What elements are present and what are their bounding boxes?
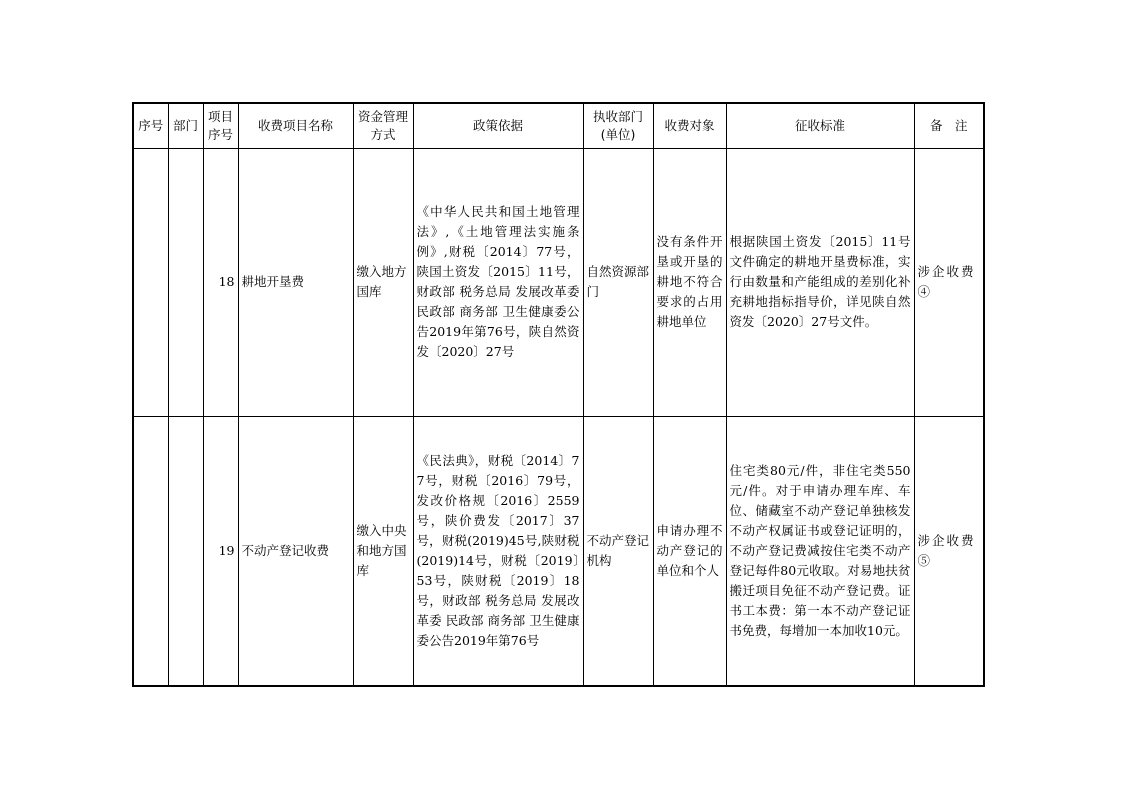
- header-remark: 备 注: [914, 103, 984, 148]
- cell-standard: 根据陕国土资发〔2015〕11号文件确定的耕地开垦费标准，实行由数量和产能组成的差别化补充耕地指标指导价，详见陕自然资发〔2020〕27号文件。: [726, 148, 914, 416]
- cell-target: 申请办理不动产登记的单位和个人: [653, 416, 726, 686]
- table-row: [133, 148, 984, 416]
- cell-collector: 自然资源部门: [583, 148, 653, 416]
- header-standard: 征收标准: [726, 103, 914, 148]
- header-seq: 序号: [133, 103, 168, 148]
- cell-dept: [168, 148, 203, 416]
- header-fund-mgmt: 资金管理方式: [353, 103, 413, 148]
- cell-target: 没有条件开垦或开垦的耕地不符合要求的占用耕地单位: [653, 148, 726, 416]
- cell-dept: [168, 416, 203, 686]
- cell-policy: 《民法典》，财税〔2014〕77号，财税〔2016〕79号，发改价格规〔2016〕2559号，陕价费发〔2017〕37号，财税(2019)45号,陕财税(2019)14号，财税〔2019〕53号，陕财税〔2019〕18号，财政部 税务总局 发展改革委 民政部 商务部 卫生健康委公告2019年第76号: [413, 416, 583, 686]
- cell-name: 不动产登记收费: [238, 416, 353, 686]
- header-collector: 执收部门(单位): [583, 103, 653, 148]
- table-header-row: [133, 103, 984, 148]
- fee-table: [132, 102, 985, 687]
- table-row: [133, 416, 984, 686]
- header-item-no: 项目序号: [203, 103, 238, 148]
- cell-collector: 不动产登记机构: [583, 416, 653, 686]
- cell-seq: [133, 148, 168, 416]
- header-target: 收费对象: [653, 103, 726, 148]
- cell-name: 耕地开垦费: [238, 148, 353, 416]
- cell-item-no: 18: [203, 148, 238, 416]
- cell-standard: 住宅类80元/件，非住宅类550元/件。对于申请办理车库、车位、储藏室不动产登记单独核发不动产权属证书或登记证明的，不动产登记费减按住宅类不动产登记每件80元收取。对易地扶贫搬迁项目免征不动产登记费。证书工本费：第一本不动产登记证书免费，每增加一本加收10元。: [726, 416, 914, 686]
- cell-policy: 《中华人民共和国土地管理法》,《土地管理法实施条例》,财税〔2014〕77号，陕国土资发〔2015〕11号，财政部 税务总局 发展改革委 民政部 商务部 卫生健康委公告2019年第76号，陕自然资发〔2020〕27号: [413, 148, 583, 416]
- cell-remark: 涉企收费④: [914, 148, 984, 416]
- cell-fund-mgmt: 缴入地方国库: [353, 148, 413, 416]
- header-policy: 政策依据: [413, 103, 583, 148]
- cell-item-no: 19: [203, 416, 238, 686]
- cell-seq: [133, 416, 168, 686]
- fee-table-sheet: [132, 102, 985, 687]
- header-dept: 部门: [168, 103, 203, 148]
- header-name: 收费项目名称: [238, 103, 353, 148]
- cell-fund-mgmt: 缴入中央和地方国库: [353, 416, 413, 686]
- cell-remark: 涉企收费⑤: [914, 416, 984, 686]
